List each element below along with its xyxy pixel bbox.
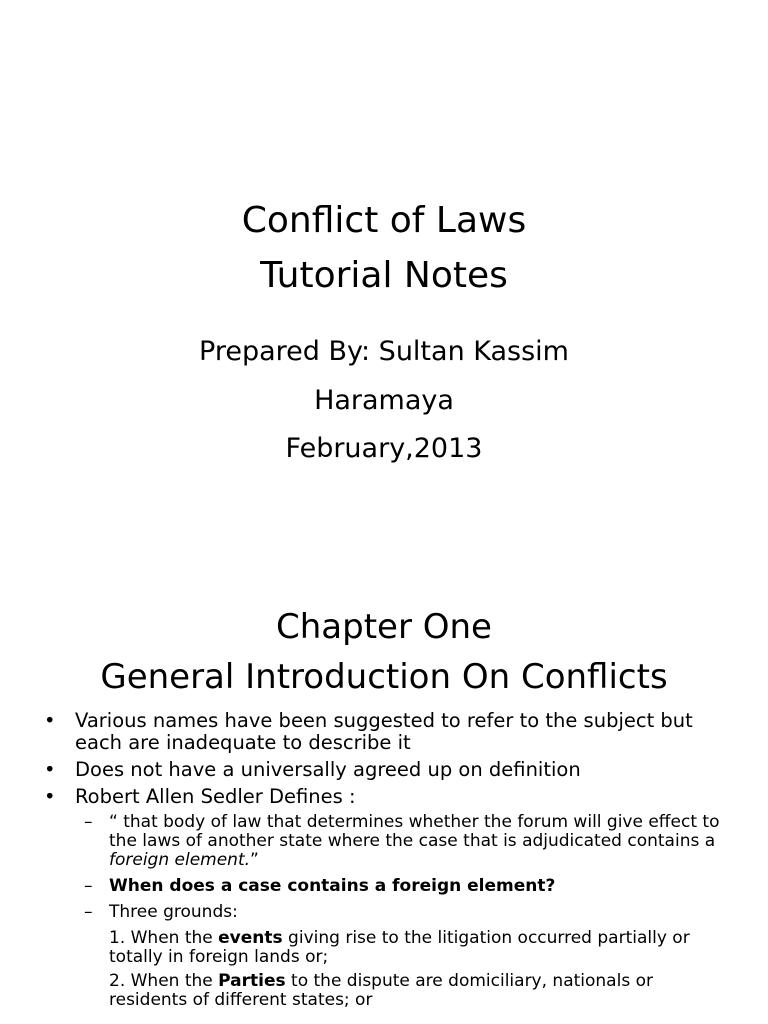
slide-body xyxy=(0,710,768,1015)
bullet-item xyxy=(0,710,768,754)
ground-1-text: giving rise to the litigation occurred partially or totally in foreign lands or; xyxy=(109,928,690,967)
quote-emphasis: foreign element. xyxy=(109,850,251,870)
ground-1-prefix: 1. When the xyxy=(109,928,219,948)
bullet-item xyxy=(0,759,768,781)
bullet-marker: • xyxy=(44,758,56,781)
question-text: When does a case contains a foreign element? xyxy=(109,876,556,896)
date: February,2013 xyxy=(285,433,483,464)
bullet-text: Robert Allen Sedler Defines : xyxy=(75,785,356,808)
ground-2 xyxy=(0,972,768,1010)
place: Haramaya xyxy=(314,385,454,416)
bullet-item xyxy=(0,786,768,808)
bullet-text: Various names have been suggested to refer to the subject but each are inadequate to describe it xyxy=(75,709,693,754)
ground-1-keyword: events xyxy=(218,928,283,948)
chapter-heading-line-1: Chapter One xyxy=(276,607,492,647)
grounds-label: Three grounds: xyxy=(109,902,238,922)
ground-2-text: to the dispute are domiciliary, nationals or residents of different states; or xyxy=(109,971,653,1010)
ground-1 xyxy=(0,929,768,967)
definition-quote xyxy=(0,813,768,870)
ground-2-prefix: 2. When the xyxy=(109,971,219,991)
title-line-1: Conflict of Laws xyxy=(241,200,527,241)
ground-2-keyword: Parties xyxy=(218,971,286,991)
dash-marker: – xyxy=(84,876,93,896)
dash-marker: – xyxy=(84,902,93,922)
bullet-text: Does not have a universally agreed up on definition xyxy=(75,758,581,781)
quote-text: “ that body of law that determines whether the forum will give effect to the laws of another state where the case that is adjudicated contains a xyxy=(109,812,720,851)
grounds-item xyxy=(0,903,768,922)
chapter-slide xyxy=(0,576,768,1024)
document-title xyxy=(0,193,768,303)
question-item xyxy=(0,877,768,896)
chapter-heading-line-2: General Introduction On Conflicts xyxy=(100,657,668,697)
bullet-marker: • xyxy=(44,709,56,732)
title-line-2: Tutorial Notes xyxy=(260,255,508,296)
quote-close: ” xyxy=(250,850,259,870)
bullet-marker: • xyxy=(44,785,56,808)
dash-marker: – xyxy=(84,812,93,832)
chapter-heading xyxy=(0,602,768,702)
prepared-by: Prepared By: Sultan Kassim xyxy=(199,336,569,367)
